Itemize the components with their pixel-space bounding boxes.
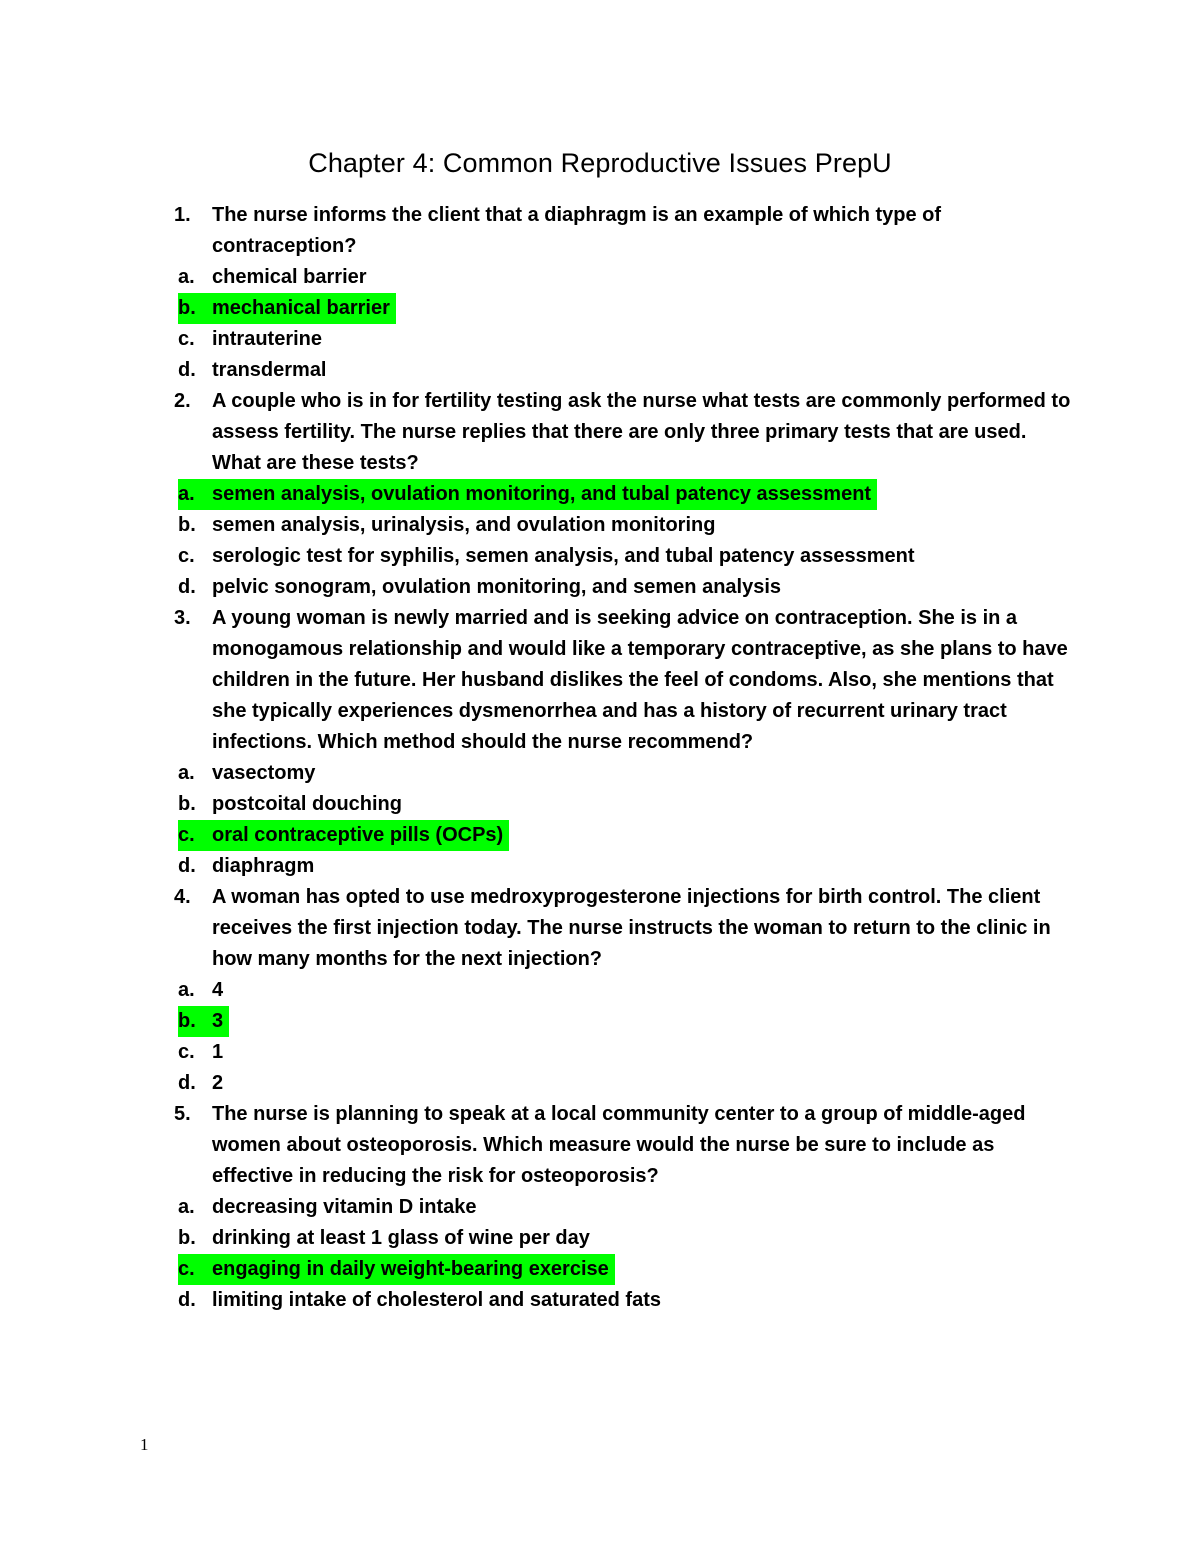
page-number: 1 xyxy=(140,1435,149,1454)
option-letter: c. xyxy=(178,545,195,567)
option-label: 1 xyxy=(212,1041,224,1063)
option-letter: c. xyxy=(178,1041,195,1063)
question-number: 3. xyxy=(174,607,191,629)
option-text xyxy=(178,1254,615,1285)
option-label: 2 xyxy=(212,1072,224,1094)
option-item xyxy=(178,510,1074,541)
question-text: The nurse is planning to speak at a local community center to a group of middle-aged women about osteoporosis. Which measure would the nurse be sure to include as effective in reducing the risk for osteoporosis? xyxy=(212,1103,1026,1187)
option-label: transdermal xyxy=(212,359,327,381)
option-text xyxy=(178,1223,596,1254)
option-text xyxy=(178,1006,229,1037)
option-letter: d. xyxy=(178,359,196,381)
option-label: vasectomy xyxy=(212,762,316,784)
option-item xyxy=(178,293,1074,324)
option-text xyxy=(178,975,229,1006)
question-number: 4. xyxy=(174,886,191,908)
option-text xyxy=(178,324,328,355)
question-number: 2. xyxy=(174,390,191,412)
option-item xyxy=(178,355,1074,386)
option-list xyxy=(178,758,1074,882)
option-letter: b. xyxy=(178,1010,196,1032)
option-letter: a. xyxy=(178,266,195,288)
option-letter: a. xyxy=(178,762,195,784)
option-label: serologic test for syphilis, semen analysis, and tubal patency assessment xyxy=(212,545,915,567)
option-letter: d. xyxy=(178,576,196,598)
question-item xyxy=(174,200,1074,386)
option-item xyxy=(178,1254,1074,1285)
option-item xyxy=(178,479,1074,510)
option-text xyxy=(178,541,921,572)
option-item xyxy=(178,1285,1074,1316)
option-text xyxy=(178,1037,229,1068)
option-label: mechanical barrier xyxy=(212,297,390,319)
option-text xyxy=(178,1285,667,1316)
question-text: The nurse informs the client that a diaphragm is an example of which type of contraception? xyxy=(212,204,942,257)
question-item xyxy=(174,882,1074,1099)
option-letter: a. xyxy=(178,979,195,1001)
option-label: semen analysis, urinalysis, and ovulation monitoring xyxy=(212,514,716,536)
option-letter: c. xyxy=(178,824,195,846)
option-item xyxy=(178,1006,1074,1037)
question-item xyxy=(174,1099,1074,1316)
option-text xyxy=(178,820,509,851)
option-item xyxy=(178,1192,1074,1223)
option-text xyxy=(178,355,333,386)
option-label: semen analysis, ovulation monitoring, and tubal patency assessment xyxy=(212,483,872,505)
option-item xyxy=(178,820,1074,851)
option-letter: d. xyxy=(178,1289,196,1311)
option-text xyxy=(178,479,877,510)
option-list xyxy=(178,262,1074,386)
option-text xyxy=(178,572,787,603)
option-text xyxy=(178,1192,483,1223)
option-item xyxy=(178,262,1074,293)
option-letter: b. xyxy=(178,297,196,319)
option-label: oral contraceptive pills (OCPs) xyxy=(212,824,504,846)
question-item xyxy=(174,603,1074,882)
option-list xyxy=(178,975,1074,1099)
option-letter: a. xyxy=(178,1196,195,1218)
option-label: intrauterine xyxy=(212,328,323,350)
option-letter: b. xyxy=(178,793,196,815)
page-title: Chapter 4: Common Reproductive Issues PrepU xyxy=(308,148,892,178)
question-text: A young woman is newly married and is seeking advice on contraception. She is in a monogamous relationship and would like a temporary contraceptive, as she plans to have children in the future. Her husband dislikes the feel of condoms. Also, she mentions that she typically experiences dysmenorrhea and has a history of recurrent urinary tract infections. Which method should the nurse recommend? xyxy=(212,607,1068,753)
option-item xyxy=(178,572,1074,603)
option-label: 4 xyxy=(212,979,224,1001)
option-letter: d. xyxy=(178,855,196,877)
option-label: 3 xyxy=(212,1010,224,1032)
option-item xyxy=(178,975,1074,1006)
question-item xyxy=(174,386,1074,603)
option-item xyxy=(178,789,1074,820)
option-text xyxy=(178,851,320,882)
option-item xyxy=(178,851,1074,882)
option-label: pelvic sonogram, ovulation monitoring, and semen analysis xyxy=(212,576,782,598)
option-text xyxy=(178,510,721,541)
option-label: diaphragm xyxy=(212,855,315,877)
option-letter: d. xyxy=(178,1072,196,1094)
option-list xyxy=(178,479,1074,603)
option-label: decreasing vitamin D intake xyxy=(212,1196,477,1218)
question-number: 5. xyxy=(174,1103,191,1125)
option-label: postcoital douching xyxy=(212,793,402,815)
option-text xyxy=(178,758,321,789)
option-text xyxy=(178,1068,229,1099)
option-item xyxy=(178,1223,1074,1254)
option-text xyxy=(178,293,396,324)
option-item xyxy=(178,324,1074,355)
question-text: A woman has opted to use medroxyprogesterone injections for birth control. The client receives the first injection today. The nurse instructs the woman to return to the clinic in how many months for the next injection? xyxy=(212,886,1051,970)
option-letter: b. xyxy=(178,514,196,536)
option-list xyxy=(178,1192,1074,1316)
option-item xyxy=(178,758,1074,789)
option-text xyxy=(178,262,373,293)
option-letter: a. xyxy=(178,483,195,505)
question-list xyxy=(174,200,1074,1316)
option-label: chemical barrier xyxy=(212,266,367,288)
option-label: limiting intake of cholesterol and saturated fats xyxy=(212,1289,661,1311)
question-number: 1. xyxy=(174,204,191,226)
option-letter: c. xyxy=(178,1258,195,1280)
option-letter: c. xyxy=(178,328,195,350)
option-label: drinking at least 1 glass of wine per day xyxy=(212,1227,590,1249)
option-item xyxy=(178,1068,1074,1099)
option-item xyxy=(178,541,1074,572)
option-text xyxy=(178,789,408,820)
option-label: engaging in daily weight-bearing exercise xyxy=(212,1258,609,1280)
option-item xyxy=(178,1037,1074,1068)
option-letter: b. xyxy=(178,1227,196,1249)
question-text: A couple who is in for fertility testing ask the nurse what tests are commonly performed to assess fertility. The nurse replies that there are only three primary tests that are used. What are these tests? xyxy=(212,390,1071,474)
